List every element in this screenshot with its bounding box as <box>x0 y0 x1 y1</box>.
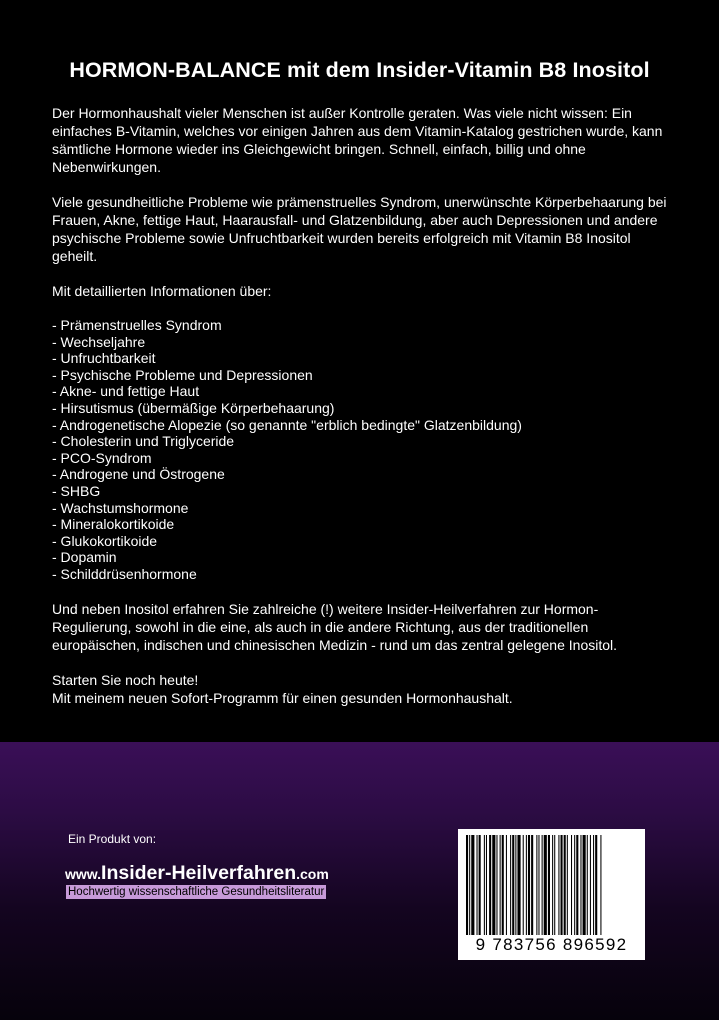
barcode-bar <box>486 835 487 935</box>
problems-paragraph: Viele gesundheitliche Probleme wie prämenstruelles Syndrom, unerwünschte Körperbehaarung bei Frauen, Akne, fettige Haut, Haarausfall- und Glatzenbildung, aber auch Depressionen und andere psychische Probleme sowie Unfruchtbarkeit wurden bereits erfolgreich mit Vitamin B8 Inositol geheilt. <box>52 194 667 264</box>
barcode-bar <box>526 835 527 935</box>
barcode-bar <box>500 835 501 935</box>
publisher-label: Ein Produkt von: <box>68 832 157 846</box>
barcode-bar <box>576 835 578 935</box>
intro-paragraph: Der Hormonhaushalt vieler Menschen ist außer Kontrolle geraten. Was viele nicht wissen: Ein einfaches B-Vitamin, welches vor einigen Jahren aus dem Vitamin-Katalog gestrichen wurde, kann sämtliche Hormone wieder ins Gleichgewicht bringen. Schnell, einfach, billig und ohne Nebenwirkungen. <box>52 105 663 175</box>
barcode-bar <box>587 835 588 935</box>
barcode-bar <box>554 835 555 935</box>
publisher-url[interactable] <box>65 862 329 885</box>
barcode-bar <box>558 835 559 935</box>
barcode-bar <box>517 835 520 935</box>
barcode-bar <box>593 835 594 935</box>
url-main: Insider-Heilverfahren <box>101 862 297 884</box>
more-paragraph: Und neben Inositol erfahren Sie zahlreiche (!) weitere Insider-Heilverfahren zur Hormon-Regulierung, sowohl in die eine, als auch in die andere Richtung, aus der traditionellen europäischen, indischen und chinesischen Medizin - rund um das zentral gelegene Inositol. <box>52 600 618 653</box>
list-item: - Schilddrüsenhormone <box>52 565 197 582</box>
publisher-tagline: Hochwertig wissenschaftliche Gesundheitsliteratur <box>68 886 325 898</box>
barcode-bar <box>571 835 572 935</box>
barcode-bar <box>580 835 581 935</box>
list-item: - Androgene und Östrogene <box>52 466 225 483</box>
barcode-bar <box>479 835 481 935</box>
barcode-bar <box>590 835 591 935</box>
barcode-bar <box>528 835 530 935</box>
barcode-bar <box>506 835 507 935</box>
list-item: - Wechseljahre <box>52 333 146 350</box>
list-item: - Akne- und fettige Haut <box>52 383 200 400</box>
barcode-bar <box>484 835 485 935</box>
list-item: - Prämenstruelles Syndrom <box>52 317 222 333</box>
barcode-bar <box>561 835 563 935</box>
barcode-bar <box>502 835 504 935</box>
list-item: - Dopamin <box>52 549 117 566</box>
barcode-bar <box>600 835 601 935</box>
barcode-bar <box>512 835 514 935</box>
list-item: - SHBG <box>52 482 101 499</box>
barcode-bar <box>466 835 468 935</box>
barcode-bars <box>464 835 639 935</box>
list-item: - Cholesterin und Triglyceride <box>52 433 235 450</box>
topic-list <box>52 317 667 583</box>
isbn-barcode <box>458 829 645 960</box>
barcode-bar <box>542 835 543 935</box>
list-item: - Androgenetische Alopezie (so genannte "erblich bedingte" Glatzenbildung) <box>52 416 522 433</box>
barcode-bar <box>574 835 575 935</box>
cta-line-2: Mit meinem neuen Sofort-Programm für einen gesunden Hormonhaushalt. <box>52 689 513 706</box>
barcode-bar <box>536 835 537 935</box>
list-item: - PCO-Syndrom <box>52 449 152 466</box>
barcode-bar <box>538 835 539 935</box>
list-intro: Mit detaillierten Informationen über: <box>52 283 272 299</box>
barcode-bar <box>544 835 547 935</box>
isbn-number: 9 783756 896592 <box>475 935 628 954</box>
barcode-bar <box>510 835 511 935</box>
barcode-bar <box>548 835 550 935</box>
barcode-bar <box>531 835 533 935</box>
barcode-bar <box>471 835 474 935</box>
url-prefix: www. <box>65 866 102 882</box>
barcode-bar <box>595 835 597 935</box>
barcode-bar <box>489 835 491 935</box>
list-item: - Hirsutismus (übermäßige Körperbehaarung) <box>52 399 335 416</box>
page-title: HORMON-BALANCE mit dem Insider-Vitamin B8 Inositol <box>69 58 650 82</box>
list-item: - Wachstumshormone <box>52 499 189 516</box>
barcode-bar <box>496 835 497 935</box>
barcode-bar <box>515 835 516 935</box>
barcode-bar <box>564 835 566 935</box>
blurb <box>52 104 667 707</box>
barcode-bar <box>477 835 478 935</box>
barcode-bar <box>492 835 495 935</box>
list-item: - Unfruchtbarkeit <box>52 350 156 367</box>
list-item: - Psychische Probleme und Depressionen <box>52 366 313 383</box>
barcode-bar <box>567 835 568 935</box>
barcode-bar <box>552 835 553 935</box>
barcode-bar <box>523 835 524 935</box>
url-suffix: .com <box>296 866 329 882</box>
list-item: - Mineralokortikoide <box>52 516 175 533</box>
barcode-bar <box>583 835 586 935</box>
list-item: - Glukokortikoide <box>52 532 158 549</box>
barcode-bar <box>469 835 470 935</box>
cta-line-1: Starten Sie noch heute! <box>52 671 199 688</box>
